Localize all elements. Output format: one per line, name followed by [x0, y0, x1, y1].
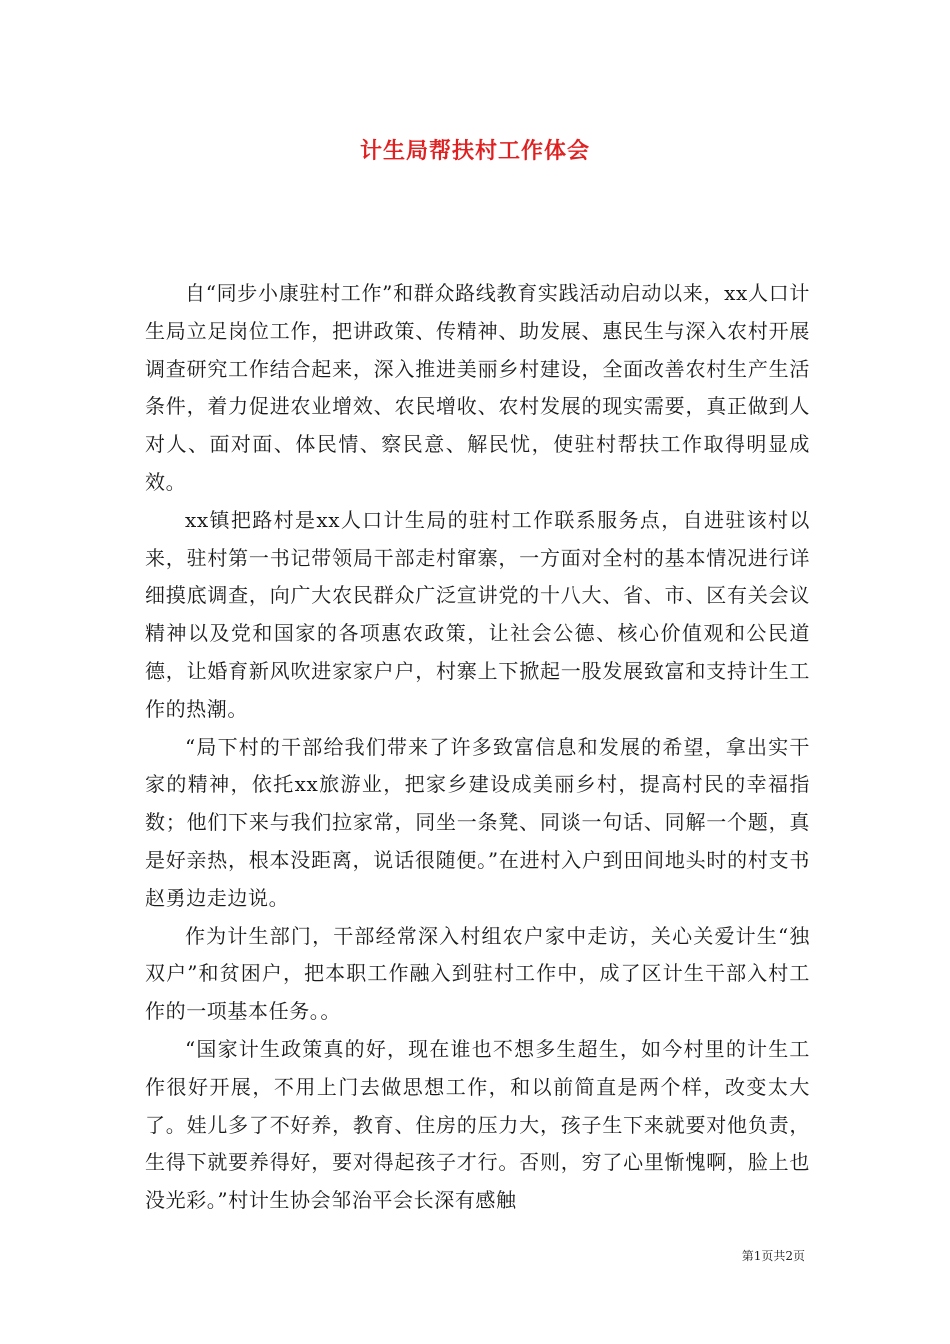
paragraph: 作为计生部门，干部经常深入村组农户家中走访，关心关爱计生“独双户”和贫困户，把本职工作融入到驻村工作中，成了区计生干部入村工作的一项基本任务。。: [145, 923, 810, 1024]
paragraph: “局下村的干部给我们带来了许多致富信息和发展的希望，拿出实干家的精神，依托xx旅游业，把家乡建设成美丽乡村，提高村民的幸福指数；他们下来与我们拉家常，同坐一条凳、同谈一句话、同解一个题，真是好亲热，根本没距离，说话很随便。”在进村入户到田间地头时的村支书赵勇边走边说。: [145, 734, 810, 910]
document-body: [145, 275, 810, 1220]
paragraph: xx镇把路村是xx人口计生局的驻村工作联系服务点，自进驻该村以来，驻村第一书记带领局干部走村窜寨，一方面对全村的基本情况进行详细摸底调查，向广大农民群众广泛宣讲党的十八大、省、市、区有关会议精神以及党和国家的各项惠农政策，让社会公德、核心价值观和公民道德，让婚育新风吹进家家户户，村寨上下掀起一股发展致富和支持计生工作的热潮。: [145, 507, 810, 721]
paragraph: 自“同步小康驻村工作”和群众路线教育实践活动启动以来，xx人口计生局立足岗位工作，把讲政策、传精神、助发展、惠民生与深入农村开展调查研究工作结合起来，深入推进美丽乡村建设，全面改善农村生产生活条件，着力促进农业增效、农民增收、农村发展的现实需要，真正做到人对人、面对面、体民情、察民意、解民忧，使驻村帮扶工作取得明显成效。: [145, 281, 810, 494]
paragraph: “国家计生政策真的好，现在谁也不想多生超生，如今村里的计生工作很好开展，不用上门去做思想工作，和以前简直是两个样，改变太大了。娃儿多了不好养，教育、住房的压力大，孩子生下来就要对他负责，生得下就要养得好，要对得起孩子才行。否则，穷了心里惭愧啊，脸上也没光彩。”村计生协会邹治平会长深有感触: [145, 1036, 810, 1213]
document-title: 计生局帮扶村工作体会: [359, 138, 590, 164]
page-number: 第1页共2页: [741, 1249, 805, 1263]
